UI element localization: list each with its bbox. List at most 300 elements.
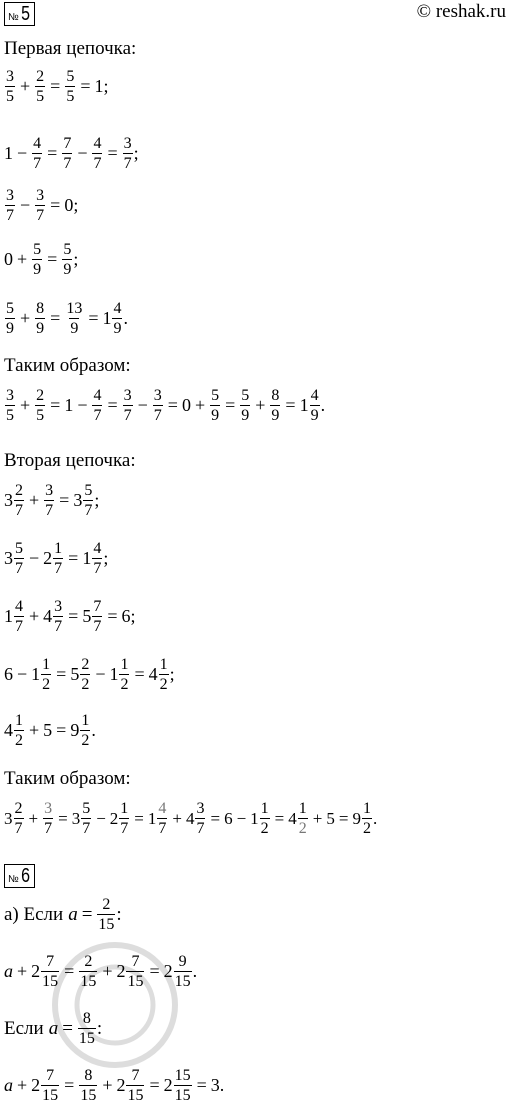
operator: = [64, 961, 75, 981]
denominator: 2 [15, 732, 23, 749]
fraction [119, 656, 129, 693]
numerator: 3 [123, 135, 132, 152]
math-term: Если [4, 1017, 44, 1039]
numerator: 9 [178, 953, 187, 970]
denominator: 9 [63, 261, 72, 278]
numerator: 2 [15, 482, 23, 499]
denominator: 15 [42, 1087, 59, 1104]
operator: = [62, 1017, 73, 1039]
denominator: 9 [271, 407, 280, 424]
fraction [83, 482, 93, 519]
operator: = [68, 548, 79, 568]
math-term: 2 [31, 1075, 41, 1095]
denominator: 2 [120, 676, 129, 693]
operator: − [29, 548, 40, 568]
numerator: 5 [84, 482, 93, 499]
denominator: 15 [127, 1087, 144, 1104]
operator: − [17, 664, 28, 684]
numerator: 5 [82, 800, 91, 817]
operator: + [255, 395, 266, 415]
operator: = [285, 395, 296, 415]
operator: = [50, 395, 61, 415]
task6-case-b [4, 1010, 102, 1047]
math-term: 0 [181, 395, 191, 415]
numerator: 8 [36, 300, 45, 317]
denominator: 15 [174, 973, 191, 990]
numerator: 7 [63, 135, 72, 152]
denominator: 7 [93, 618, 102, 635]
fraction [32, 241, 42, 278]
operator: + [20, 395, 31, 415]
fraction [62, 135, 72, 172]
fraction [35, 300, 45, 337]
numerator: 3 [44, 800, 53, 817]
math-term: 2 [116, 1075, 126, 1095]
math-term: 1 [31, 664, 41, 684]
denominator: 2 [298, 820, 307, 837]
operator: = [225, 395, 236, 415]
math-term: . [91, 720, 96, 740]
chain2-summary [4, 800, 377, 837]
operator: = [47, 249, 58, 269]
denominator: 9 [70, 320, 79, 337]
denominator: 5 [6, 88, 14, 105]
operator: + [28, 808, 39, 828]
chain2-title: Вторая цепочка: [4, 450, 136, 471]
denominator: 5 [6, 407, 14, 424]
chain1-line4 [4, 241, 78, 278]
math-term: 1 [4, 143, 13, 163]
numerator: 13 [66, 300, 83, 317]
denominator: 7 [158, 820, 167, 837]
math-term: 3 [71, 808, 81, 828]
fraction [14, 800, 24, 837]
chain1-thus: Таким образом: [4, 355, 131, 376]
operator: + [29, 490, 40, 510]
fraction [92, 135, 102, 172]
math-term: . [192, 961, 198, 981]
operator: + [172, 808, 182, 828]
fraction [79, 953, 97, 990]
numerator: 3 [54, 598, 63, 615]
numerator: 3 [6, 68, 14, 85]
numerator: 2 [102, 896, 111, 913]
fraction [53, 598, 63, 635]
denominator: 7 [36, 207, 45, 224]
denominator: 15 [174, 1087, 191, 1104]
numerator: 4 [15, 598, 23, 615]
denominator: 5 [66, 88, 75, 105]
fraction [32, 135, 42, 172]
fraction [310, 387, 320, 424]
math-term: 5 [326, 808, 335, 828]
numerator: 5 [63, 241, 72, 258]
operator: − [17, 143, 28, 163]
math-term: a [4, 961, 13, 981]
operator: − [20, 195, 31, 215]
chain1-title: Первая цепочка: [4, 38, 137, 59]
denominator: 5 [36, 407, 45, 424]
math-term: 1 [299, 395, 309, 415]
denominator: 9 [211, 407, 220, 424]
numerator: 5 [15, 540, 23, 557]
numerator: 1 [81, 712, 90, 729]
operator: = [64, 1075, 75, 1095]
math-term: 2 [163, 961, 173, 981]
math-term: 3 [4, 808, 13, 828]
numerator: 3 [123, 387, 132, 404]
numerator: 4 [113, 300, 122, 317]
operator: = [68, 606, 79, 626]
math-term: . [372, 808, 378, 828]
math-term: 3. [210, 1075, 225, 1095]
task6-line-a [4, 953, 197, 990]
operator: = [274, 808, 285, 828]
numerator: 3 [6, 187, 14, 204]
denominator: 15 [78, 1030, 95, 1047]
numerator: 2 [36, 68, 45, 85]
denominator: 7 [93, 407, 102, 424]
numerator: 2 [81, 656, 90, 673]
fraction [41, 656, 51, 693]
operator: = [59, 490, 70, 510]
fraction [195, 800, 205, 837]
math-term: 9 [70, 720, 80, 740]
denominator: 2 [81, 732, 90, 749]
denominator: 9 [241, 407, 250, 424]
denominator: 7 [6, 207, 14, 224]
math-term: 2 [43, 548, 53, 568]
chain1-summary [4, 387, 325, 424]
fraction [174, 1067, 192, 1104]
operator: + [29, 720, 40, 740]
fraction [62, 241, 72, 278]
operator: = [149, 1075, 160, 1095]
operator: + [102, 1075, 113, 1095]
math-term: : [116, 903, 122, 925]
operator: = [149, 961, 160, 981]
math-term: 3 [73, 490, 83, 510]
denominator: 7 [123, 407, 132, 424]
numerator: 4 [158, 800, 167, 817]
denominator: 9 [36, 320, 45, 337]
numerator: 2 [84, 953, 93, 970]
fraction [35, 68, 45, 105]
denominator: 7 [15, 502, 23, 519]
denominator: 7 [84, 502, 93, 519]
denominator: 7 [33, 155, 42, 172]
fraction [14, 712, 24, 749]
denominator: 7 [15, 560, 23, 577]
denominator: 7 [54, 560, 63, 577]
fraction [126, 1067, 144, 1104]
math-term: 1 [147, 808, 157, 828]
math-term: ; [133, 143, 139, 163]
fraction [41, 953, 59, 990]
operator: = [107, 606, 118, 626]
denominator: 7 [15, 618, 23, 635]
fraction [92, 598, 102, 635]
fraction [157, 800, 167, 837]
denominator: 7 [120, 820, 129, 837]
fraction [14, 482, 24, 519]
fraction [92, 540, 102, 577]
operator: = [81, 903, 93, 925]
fraction [53, 540, 63, 577]
denominator: 9 [310, 407, 319, 424]
chain1-line1 [4, 68, 108, 105]
numerator: 7 [46, 953, 55, 970]
chain2-line4 [4, 656, 175, 693]
operator: + [102, 961, 113, 981]
numerator: 5 [241, 387, 250, 404]
math-term: 1 [109, 664, 119, 684]
math-term: 1; [94, 76, 109, 96]
math-term: . [123, 308, 128, 328]
chain2-thus: Таким образом: [4, 768, 131, 789]
fraction [123, 135, 133, 172]
operator: = [50, 195, 61, 215]
operator: = [134, 664, 145, 684]
numerator: 5 [66, 68, 75, 85]
fraction [5, 187, 15, 224]
operator: = [107, 395, 118, 415]
math-term: 4 [43, 606, 53, 626]
numerator: 4 [33, 135, 42, 152]
numerator: 8 [82, 1010, 91, 1027]
math-term: 6 [224, 808, 233, 828]
denominator: 2 [362, 820, 371, 837]
math-term: 2 [31, 961, 41, 981]
fraction [119, 800, 129, 837]
denominator: 2 [260, 820, 269, 837]
math-term: . [320, 395, 326, 415]
math-term: 1 [102, 308, 112, 328]
task-5-badge: № 5 [4, 2, 35, 26]
fraction [79, 1067, 97, 1104]
fraction [92, 387, 102, 424]
numerator: 5 [33, 241, 42, 258]
task-6-badge: № 6 [4, 864, 35, 888]
denominator: 7 [54, 618, 63, 635]
site-watermark-text: © reshak.ru [416, 1, 506, 22]
operator: + [194, 395, 206, 415]
operator: + [312, 808, 323, 828]
fraction [298, 800, 308, 837]
operator: + [17, 1075, 28, 1095]
denominator: 15 [42, 973, 59, 990]
fraction [5, 300, 15, 337]
denominator: 7 [14, 820, 23, 837]
numerator: 1 [298, 800, 307, 817]
fraction [5, 387, 15, 424]
math-term: : [96, 1017, 103, 1039]
fraction [44, 482, 54, 519]
math-term: 1 [64, 395, 74, 415]
denominator: 7 [45, 502, 54, 519]
denominator: 2 [81, 676, 90, 693]
numerator: 1 [120, 800, 129, 817]
fraction [80, 712, 90, 749]
numerator: 1 [120, 656, 129, 673]
math-term: ; [73, 249, 79, 269]
math-term: 5 [43, 720, 53, 740]
fraction [35, 187, 45, 224]
math-term: a [68, 903, 78, 925]
chain1-line2 [4, 135, 139, 172]
math-term: 4 [4, 720, 13, 740]
numerator: 3 [36, 187, 45, 204]
denominator: 9 [6, 320, 14, 337]
fraction [270, 387, 280, 424]
chain2-line3 [4, 598, 135, 635]
math-term: 6 [4, 664, 13, 684]
fraction [35, 387, 45, 424]
denominator: 7 [153, 407, 162, 424]
denominator: 15 [80, 973, 97, 990]
chain2-line2 [4, 540, 108, 577]
task6-case-a [4, 896, 122, 933]
math-term: 4 [185, 808, 195, 828]
math-term: 2 [109, 808, 119, 828]
numerator: 7 [131, 1067, 140, 1084]
numerator: 1 [42, 656, 51, 673]
operator: − [77, 143, 88, 163]
operator: = [196, 1075, 207, 1095]
math-term: 3 [4, 490, 13, 510]
numerator: 7 [131, 953, 140, 970]
operator: = [107, 143, 118, 163]
math-term: 4 [148, 664, 158, 684]
fraction [123, 387, 133, 424]
operator: = [210, 808, 221, 828]
fraction [240, 387, 250, 424]
denominator: 7 [123, 155, 132, 172]
numerator: 15 [174, 1067, 191, 1084]
math-term: 9 [352, 808, 361, 828]
denominator: 9 [33, 261, 42, 278]
math-term: 1 [82, 548, 92, 568]
fraction [260, 800, 270, 837]
operator: + [20, 76, 31, 96]
denominator: 7 [93, 560, 102, 577]
operator: = [47, 143, 58, 163]
chain2-line5 [4, 712, 96, 749]
numerator: 1 [15, 712, 23, 729]
numerator: 7 [46, 1067, 55, 1084]
math-term: 1 [250, 808, 259, 828]
fraction [81, 800, 91, 837]
operator: = [167, 395, 178, 415]
fraction [65, 300, 83, 337]
operator: = [50, 76, 61, 96]
math-term: 0 [4, 249, 13, 269]
operator: − [236, 808, 247, 828]
operator: = [338, 808, 349, 828]
fraction [362, 800, 372, 837]
denominator: 15 [80, 1087, 97, 1104]
operator: = [50, 308, 61, 328]
fraction [43, 800, 53, 837]
chain1-line5 [4, 300, 128, 337]
denominator: 7 [93, 155, 102, 172]
fraction [41, 1067, 59, 1104]
operator: = [56, 720, 67, 740]
operator: + [17, 249, 28, 269]
operator: + [17, 961, 28, 981]
numerator: 5 [211, 387, 220, 404]
fraction [14, 598, 24, 635]
numerator: 3 [153, 387, 162, 404]
numerator: 8 [271, 387, 280, 404]
operator: = [80, 76, 91, 96]
denominator: 2 [159, 676, 168, 693]
fraction [210, 387, 220, 424]
chain1-line3 [4, 187, 78, 224]
numerator: 1 [159, 656, 168, 673]
math-term: a [48, 1017, 59, 1039]
operator: = [134, 808, 144, 828]
numerator: 4 [93, 135, 102, 152]
numerator: 3 [196, 800, 205, 817]
math-term: 1 [4, 606, 13, 626]
math-term: ; [94, 490, 100, 510]
math-term: 5 [70, 664, 80, 684]
operator: − [95, 664, 106, 684]
operator: + [20, 308, 31, 328]
math-term: 2 [163, 1075, 173, 1095]
denominator: 2 [42, 676, 51, 693]
denominator: 7 [44, 820, 53, 837]
fraction [80, 656, 90, 693]
fraction [112, 300, 122, 337]
numerator: 2 [36, 387, 45, 404]
math-term: 0; [64, 195, 79, 215]
fraction [14, 540, 24, 577]
numerator: 1 [54, 540, 63, 557]
math-term: 6; [121, 606, 136, 626]
fraction [65, 68, 75, 105]
numerator: 8 [84, 1067, 93, 1084]
operator: = [58, 808, 68, 828]
math-term: а) Если [4, 903, 64, 925]
fraction [174, 953, 192, 990]
numerator: 3 [45, 482, 54, 499]
fraction [159, 656, 169, 693]
task6-line-b [4, 1067, 224, 1104]
math-term: 5 [82, 606, 92, 626]
denominator: 9 [113, 320, 122, 337]
math-term: 2 [116, 961, 126, 981]
math-term: a [4, 1075, 13, 1095]
math-term: ; [103, 548, 109, 568]
fraction [153, 387, 163, 424]
numerator: 1 [362, 800, 371, 817]
numerator: 7 [93, 598, 102, 615]
denominator: 7 [196, 820, 205, 837]
operator: − [137, 395, 148, 415]
fraction [97, 896, 115, 933]
chain2-line1 [4, 482, 99, 519]
numerator: 1 [260, 800, 269, 817]
operator: = [56, 664, 67, 684]
numerator: 4 [93, 540, 102, 557]
denominator: 15 [98, 916, 115, 933]
numerator: 4 [93, 387, 102, 404]
fraction [78, 1010, 96, 1047]
operator: = [88, 308, 99, 328]
fraction [5, 68, 15, 105]
